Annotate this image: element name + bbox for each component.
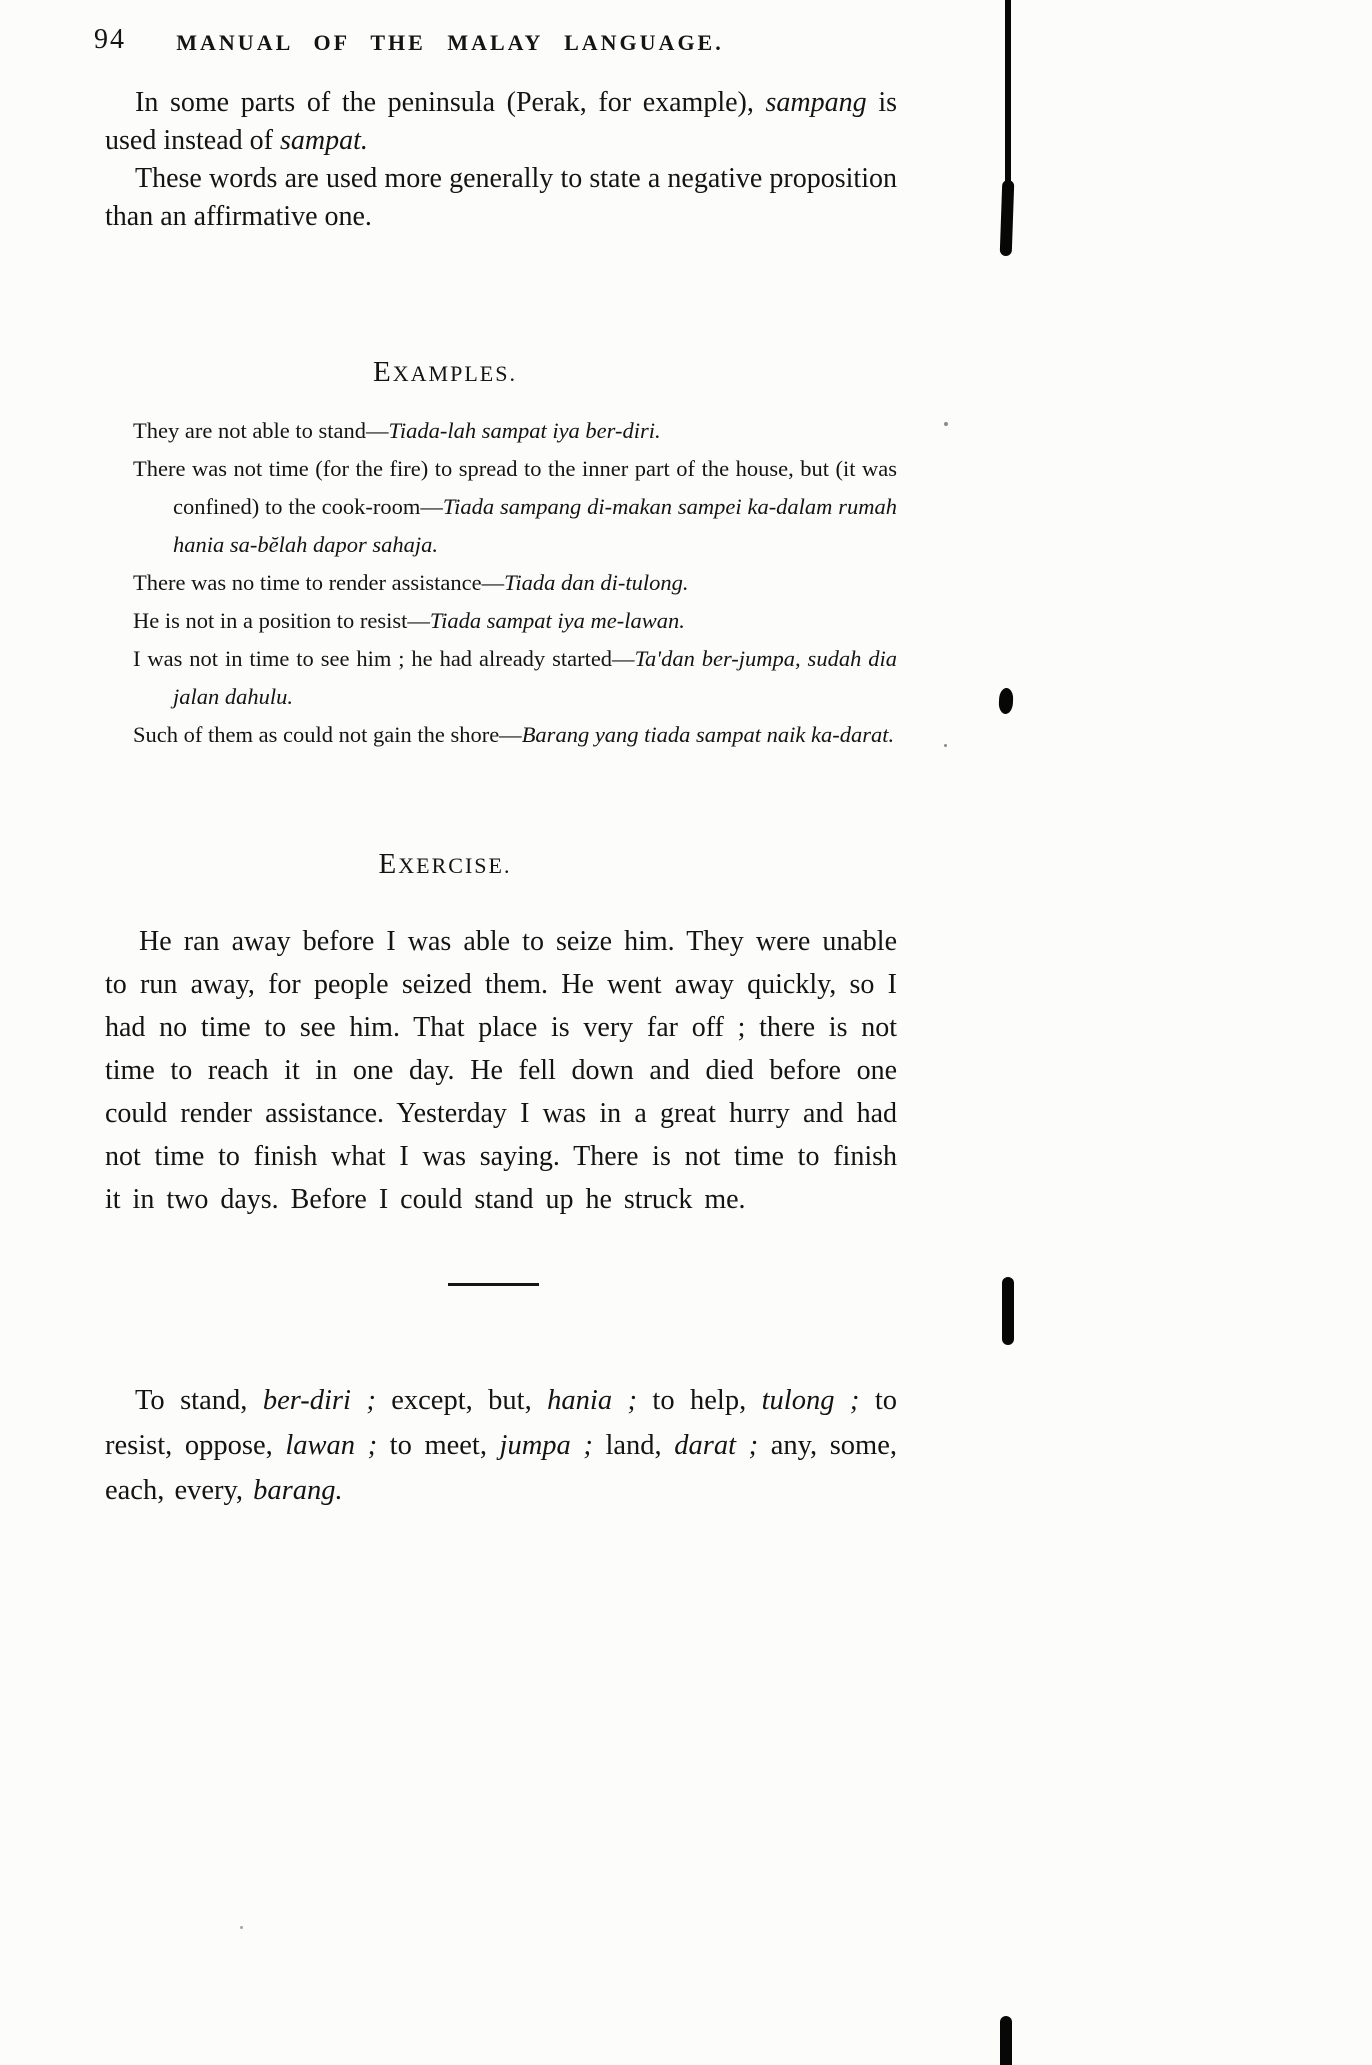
section-divider-rule <box>448 1283 539 1286</box>
example-item: He is not in a position to resist—Tiada sampat iya me-lawan. <box>133 608 685 633</box>
binding-mark <box>1000 180 1015 256</box>
example-item: I was not in time to see him ; he had already started—Ta'dan ber-jumpa, sudah dia jalan dahulu. <box>133 646 897 709</box>
vocabulary-paragraph: To stand, ber-diri ; except, but, hania ; to help, tulong ; to resist, oppose, lawan ; to meet, jumpa ; land, darat ; any, some, each, every, barang. <box>105 1385 898 1506</box>
example-item: They are not able to stand—Tiada-lah sampat iya ber-diri. <box>133 418 661 443</box>
examples-list <box>105 412 897 754</box>
example-item: There was no time to render assistance—Tiada dan di-tulong. <box>133 570 689 595</box>
binding-mark <box>1000 2016 1012 2065</box>
exercise-paragraph: He ran away before I was able to seize him. They were unable to run away, for people seized them. He went away quickly, so I had no time to see him. That place is very far off ; there is not time to reach it in one day. He fell down and died before one could render assistance. Yesterday I was in a great hurry and had not time to finish what I was saying. There is not time to finish it in two days. Before I could stand up he struck me. <box>105 926 897 1215</box>
ink-speck <box>944 744 947 747</box>
example-item: Such of them as could not gain the shore—Barang yang tiada sampat naik ka-darat. <box>133 722 895 747</box>
binding-mark <box>1005 0 1011 210</box>
exercise-heading: EXERCISE. <box>378 848 512 880</box>
examples-heading: EXAMPLES. <box>373 356 517 388</box>
binding-mark <box>1002 1277 1014 1345</box>
ink-speck <box>240 1926 243 1929</box>
page-number: 94 <box>94 24 126 55</box>
intro-paragraph: In some parts of the peninsula (Perak, for example), sampang is used instead of sampat. <box>105 87 897 156</box>
ink-speck <box>944 422 948 426</box>
example-item: There was not time (for the fire) to spread to the inner part of the house, but (it was confined) to the cook-room—Tiada sampang di-makan sampei ka-dalam rumah hania sa-bĕlah dapor sahaja. <box>133 456 898 557</box>
running-header-title: MANUAL OF THE MALAY LANGUAGE. <box>176 30 724 55</box>
binding-mark <box>998 688 1013 715</box>
usage-paragraph: These words are used more generally to state a negative proposition than an affirmative one. <box>105 163 897 232</box>
